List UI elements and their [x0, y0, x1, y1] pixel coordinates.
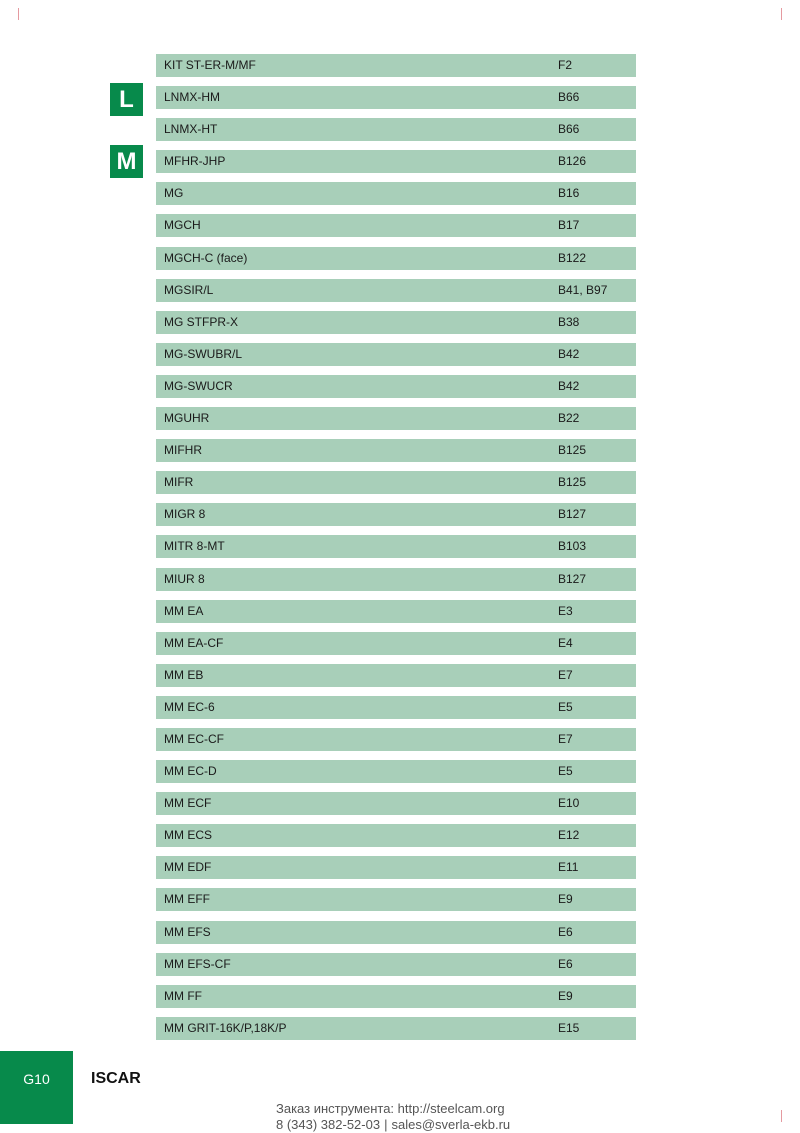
- item-page-reference: B127: [558, 507, 587, 522]
- table-row: [156, 279, 636, 302]
- item-designation: MG-SWUBR/L: [164, 346, 242, 361]
- table-row: [156, 632, 636, 655]
- item-page-reference: E6: [558, 956, 573, 971]
- table-row: [156, 664, 636, 687]
- table-row: [156, 728, 636, 751]
- table-row: [156, 696, 636, 719]
- table-row: [156, 150, 636, 173]
- item-page-reference: B66: [558, 90, 580, 105]
- item-page-reference: B16: [558, 186, 580, 201]
- table-row: [156, 439, 636, 462]
- table-row: [156, 54, 636, 77]
- item-designation: MM EFS-CF: [164, 956, 231, 971]
- item-page-reference: B66: [558, 122, 580, 137]
- item-designation: MG STFPR-X: [164, 314, 238, 329]
- item-designation: MM EFS: [164, 924, 211, 939]
- item-page-reference: B103: [558, 539, 587, 554]
- email-address: sales@sverla-ekb.ru: [391, 1117, 511, 1132]
- table-row: [156, 824, 636, 847]
- item-designation: MGSIR/L: [164, 282, 214, 297]
- item-designation: MG-SWUCR: [164, 378, 233, 393]
- item-designation: MM GRIT-16K/P,18K/P: [164, 1020, 287, 1035]
- index-table: [156, 54, 636, 1049]
- item-page-reference: E10: [558, 796, 580, 811]
- item-page-reference: E7: [558, 667, 573, 682]
- item-designation: MM ECS: [164, 828, 212, 843]
- crop-mark-bottom-right: [781, 1110, 782, 1122]
- item-designation: MM ECF: [164, 796, 212, 811]
- item-designation: MM EC-CF: [164, 731, 224, 746]
- item-designation: MITR 8-MT: [164, 539, 225, 554]
- item-designation: MIFHR: [164, 443, 202, 458]
- table-row: [156, 888, 636, 911]
- table-row: [156, 856, 636, 879]
- item-designation: MM EDF: [164, 860, 212, 875]
- item-page-reference: B125: [558, 443, 587, 458]
- item-page-reference: E4: [558, 635, 573, 650]
- table-row: [156, 953, 636, 976]
- item-designation: MIGR 8: [164, 507, 206, 522]
- contact-separator: |: [384, 1117, 388, 1132]
- table-row: [156, 1017, 636, 1040]
- table-row: [156, 503, 636, 526]
- item-designation: MGCH: [164, 218, 201, 233]
- item-page-reference: B42: [558, 378, 580, 393]
- item-page-reference: B41, B97: [558, 282, 608, 297]
- item-designation: MIFR: [164, 475, 194, 490]
- item-page-reference: B127: [558, 571, 587, 586]
- table-row: [156, 375, 636, 398]
- item-page-reference: E7: [558, 731, 573, 746]
- item-designation: MM EB: [164, 667, 204, 682]
- table-row: [156, 343, 636, 366]
- table-row: [156, 247, 636, 270]
- table-row: [156, 311, 636, 334]
- table-row: [156, 535, 636, 558]
- item-page-reference: B125: [558, 475, 587, 490]
- item-designation: MGUHR: [164, 411, 210, 426]
- table-row: [156, 760, 636, 783]
- item-designation: MM EA-CF: [164, 635, 224, 650]
- item-page-reference: E5: [558, 699, 573, 714]
- crop-mark-top-right: [781, 8, 782, 20]
- table-row: [156, 921, 636, 944]
- item-page-reference: E9: [558, 988, 573, 1003]
- table-row: [156, 985, 636, 1008]
- item-designation: KIT ST-ER-M/MF: [164, 58, 256, 72]
- item-page-reference: F2: [558, 58, 573, 72]
- item-page-reference: E15: [558, 1020, 580, 1035]
- page-number-tab: [0, 1051, 73, 1124]
- brand-logo-text: ISCAR: [91, 1070, 141, 1087]
- item-page-reference: B42: [558, 346, 580, 361]
- contact-block: [276, 1101, 510, 1133]
- table-row: [156, 600, 636, 623]
- item-designation: MFHR-JHP: [164, 154, 226, 169]
- table-row: [156, 792, 636, 815]
- item-page-reference: E12: [558, 828, 580, 843]
- item-designation: MM FF: [164, 988, 202, 1003]
- page-number: G10: [23, 1071, 50, 1087]
- item-page-reference: B38: [558, 314, 580, 329]
- order-line: Заказ инструмента: http://steelcam.org: [276, 1101, 505, 1116]
- phone-number: 8 (343) 382-52-03: [276, 1117, 381, 1132]
- item-page-reference: B17: [558, 218, 580, 233]
- table-row: [156, 407, 636, 430]
- item-designation: MIUR 8: [164, 571, 205, 586]
- item-designation: MM EA: [164, 603, 204, 618]
- item-page-reference: E3: [558, 603, 573, 618]
- crop-mark-top-left: [18, 8, 19, 20]
- item-designation: LNMX-HM: [164, 90, 220, 105]
- table-row: [156, 86, 636, 109]
- table-row: [156, 118, 636, 141]
- index-letter-m: M: [110, 145, 143, 178]
- item-page-reference: E6: [558, 924, 573, 939]
- item-designation: MGCH-C (face): [164, 250, 248, 265]
- item-designation: MM EFF: [164, 892, 210, 907]
- item-designation: MM EC-6: [164, 699, 215, 714]
- table-row: [156, 568, 636, 591]
- item-page-reference: B126: [558, 154, 587, 169]
- item-page-reference: E5: [558, 764, 573, 779]
- item-designation: MM EC-D: [164, 764, 217, 779]
- item-page-reference: E9: [558, 892, 573, 907]
- item-page-reference: E11: [558, 860, 579, 875]
- item-designation: LNMX-HT: [164, 122, 218, 137]
- item-page-reference: B122: [558, 250, 587, 265]
- item-designation: MG: [164, 186, 184, 201]
- index-letter-l: L: [110, 83, 143, 116]
- contact-line-2: [276, 1117, 510, 1133]
- table-row: [156, 471, 636, 494]
- table-row: [156, 182, 636, 205]
- item-page-reference: B22: [558, 411, 580, 426]
- table-row: [156, 214, 636, 237]
